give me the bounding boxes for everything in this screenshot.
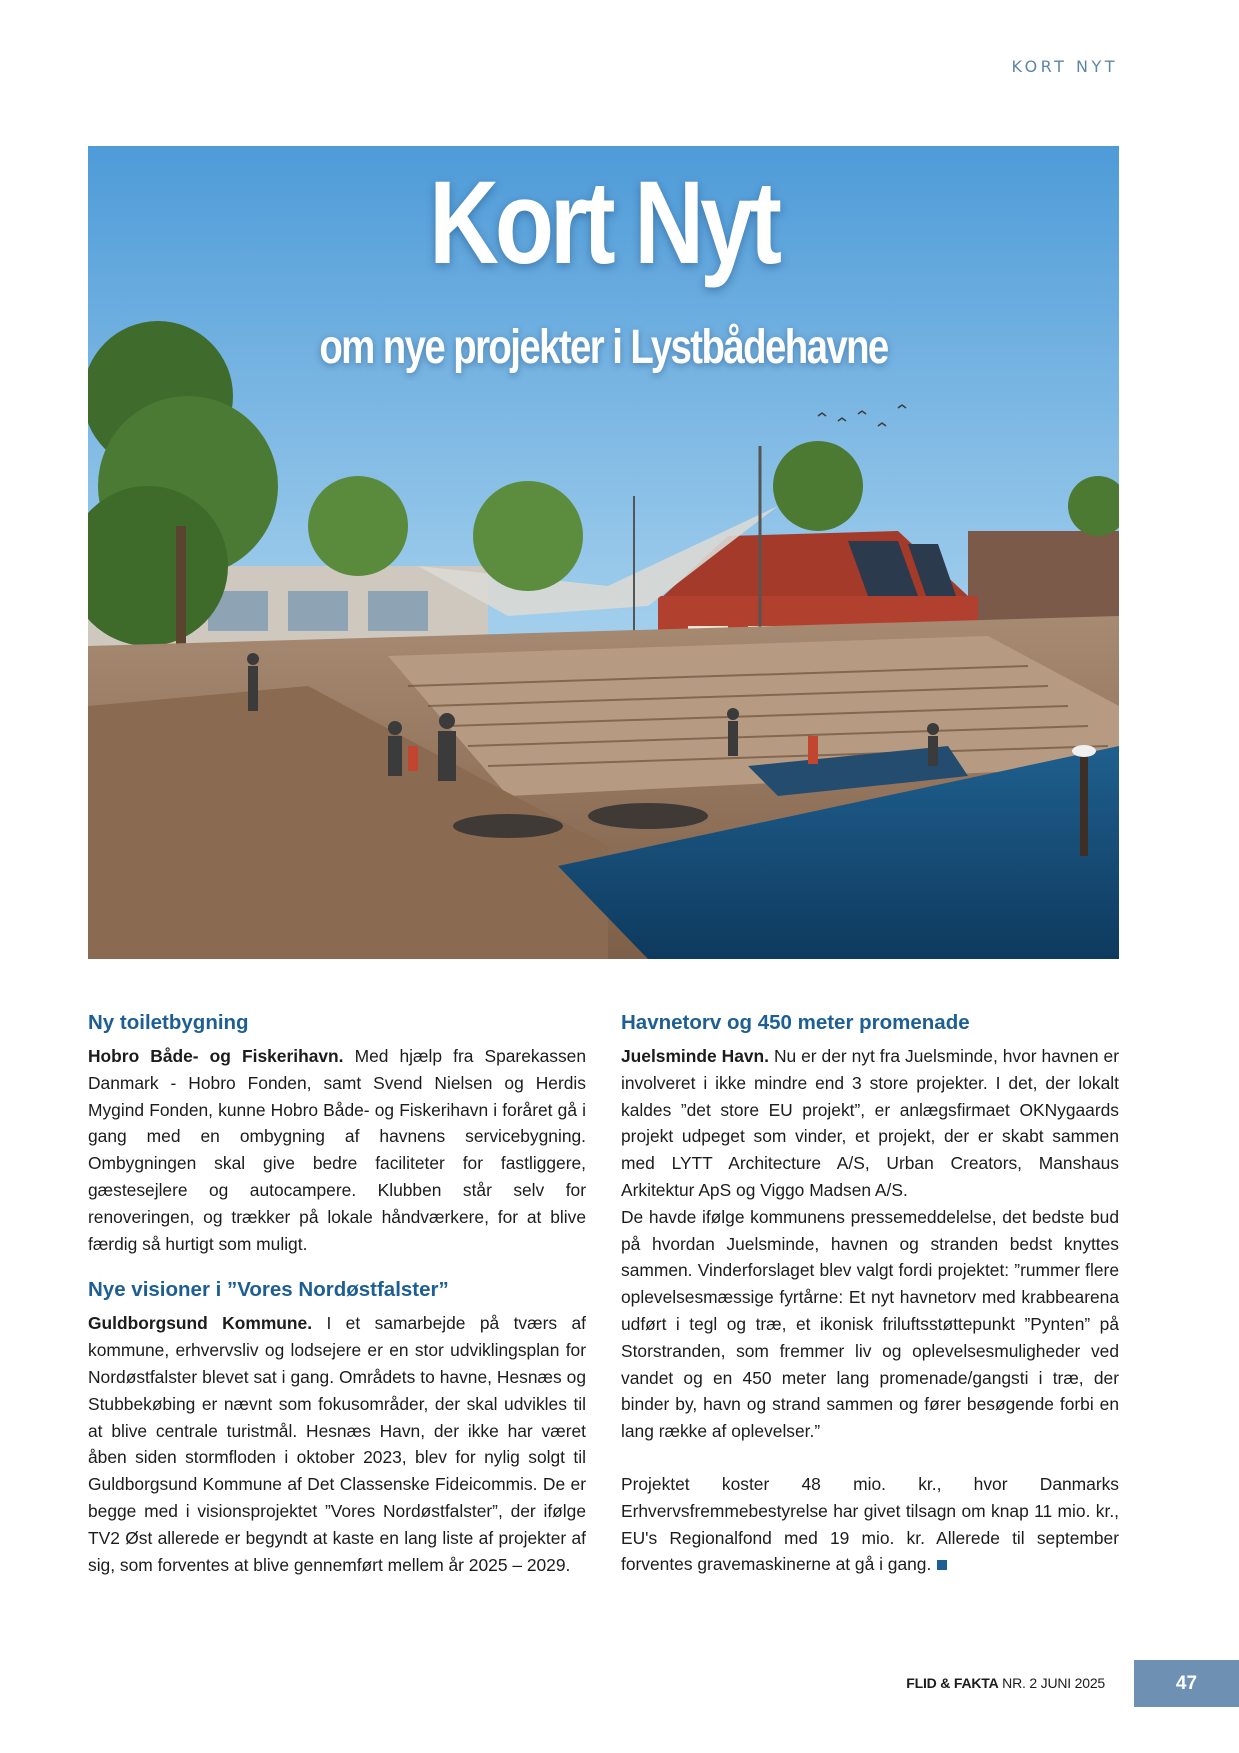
right-column: [621, 1010, 1119, 1578]
article-text-nordostfalster: I et samarbejde på tværs af kommune, erhvervsliv og lodsejere er en stor udviklingsplan for Nordøstfalster blevet sat i gang. Områdets to havne, Hesnæs og Stubbekøbing er nævnt som fokusområder, der skal udvikles til at blive centrale turistmål. Hesnæs Havn, der ikke har været åben siden stormfloden i oktober 2023, blev for nylig solgt til Guldborgsund Kommune af Det Classenske Fideicommis. De er begge med i visionsprojektet ”Vores Nordøstfalster”, der ifølge TV2 Øst allerede er begyndt at kaste en lang liste af projekter af sig, som forventes at blive gennemført mellem år 2025 – 2029.: [88, 1313, 586, 1575]
article-heading-toilet: Ny toiletbygning: [88, 1011, 249, 1034]
article-body-havnetorv-3: [621, 1471, 1119, 1578]
page-number: 47: [1134, 1660, 1239, 1707]
section-label: KORT NYT: [1011, 57, 1118, 76]
article-text-havnetorv-3: Projektet koster 48 mio. kr., hvor Danmarks Erhvervsfremmebestyrelse har givet tilsagn om knap 11 mio. kr., EU's Regionalfond med 19 mio. kr. Allerede til september forventes gravemaskinerne at gå i gang.: [621, 1473, 1119, 1575]
article-body-toilet: [88, 1043, 586, 1257]
article-heading-nordostfalster: Nye visioner i ”Vores Nordøstfalster”: [88, 1278, 449, 1302]
article-lead-havnetorv: Juelsminde Havn.: [621, 1046, 769, 1066]
issue-info: NR. 2 JUNI 2025: [998, 1675, 1105, 1691]
left-column: [88, 1010, 586, 1578]
article-body-havnetorv: [621, 1043, 1119, 1204]
article-body-havnetorv-2: De havde ifølge kommunens pressemeddelelse, det bedste bud på hvordan Juelsminde, havnen og stranden bedst knyttes sammen. Vinderforslaget blev valgt fordi projektet: ”rummer flere oplevelsesmæssige fyrtårne: Et nyt havnetorv med krabbearena udført i tegl og træ, et ikonisk friluftsstøttepunkt ”Pynten” på Storstranden, som fremmer liv og oplevelsesmuligheder ved vandet og en 450 meter lang promenade/gangsti i træ, der binder by, havn og strand sammen og fører besøgende forbi en lang række af oplevelser.”: [621, 1206, 1119, 1442]
article-text-toilet: Med hjælp fra Sparekassen Danmark - Hobro Fonden, samt Svend Nielsen og Herdis Mygind Fonden, kunne Hobro Både- og Fiskerihavn i foråret gå i gang med en ombygning af havnens servicebygning. Ombygningen skal give bedre faciliteter for fastliggere, gæstesejlere og autocampere. Klubben står selv for renoveringen, og trækker på lokale håndværkere, for at blive færdig så hurtigt som muligt.: [88, 1046, 586, 1254]
footer-issue: [906, 1675, 1105, 1691]
hero-subtitle: om nye projekter i Lystbådehavne: [319, 321, 888, 374]
hero-title: Kort Nyt: [429, 157, 778, 289]
article-lead-toilet: Hobro Både- og Fiskerihavn.: [88, 1046, 344, 1066]
article-lead-nordostfalster: Guldborgsund Kommune.: [88, 1313, 313, 1334]
article-heading-havnetorv: Havnetorv og 450 meter promenade: [621, 1011, 970, 1034]
end-mark-icon: [937, 1560, 947, 1570]
hero-image: [88, 146, 1119, 959]
article-text-havnetorv: Nu er der nyt fra Juelsminde, hvor havnen er involveret i ikke mindre end 3 store projekter. I det, der lokalt kaldes ”det store EU projekt”, er anlægsfirmaet OKNygaards projekt udpeget som vinder, et projekt, der er skabt sammen med LYTT Architecture A/S, Urban Creators, Manshaus Arkitektur ApS og Viggo Madsen A/S.: [621, 1046, 1120, 1200]
magazine-name: FLID & FAKTA: [906, 1675, 999, 1691]
article-body-nordostfalster: [88, 1310, 586, 1578]
